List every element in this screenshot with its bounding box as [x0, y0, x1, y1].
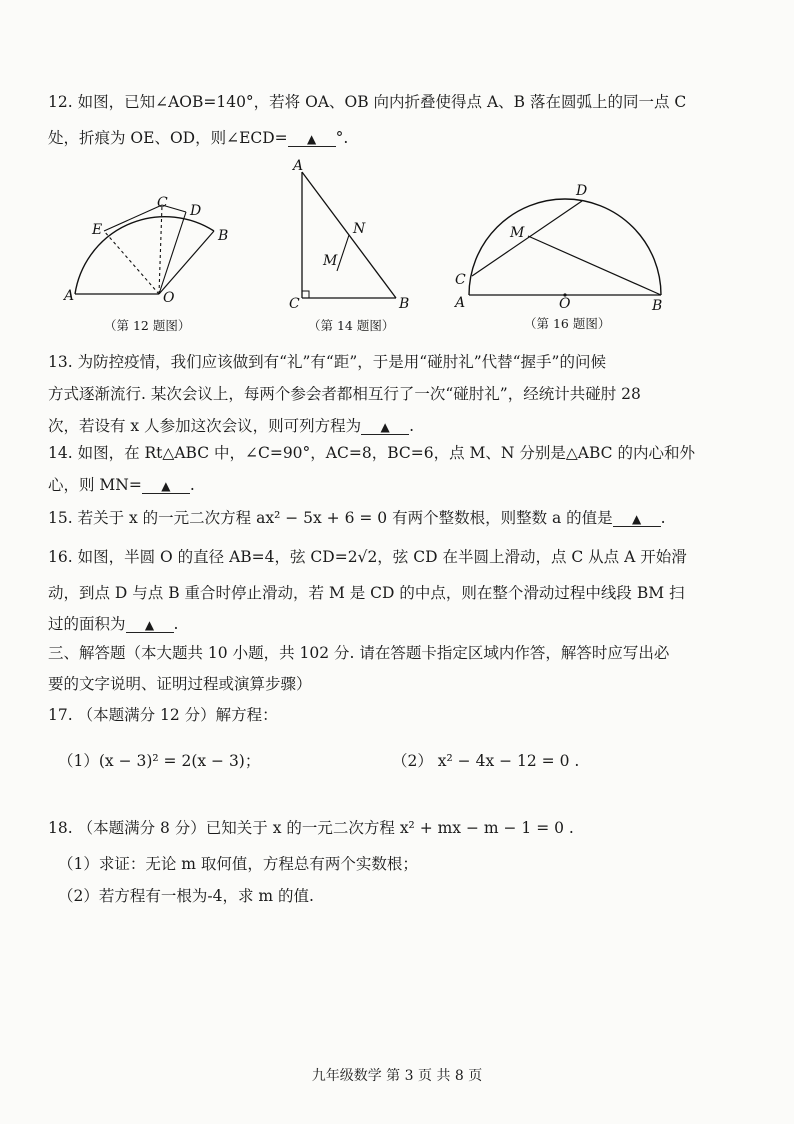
q12-line2: [48, 128, 348, 148]
q15-line1: [48, 508, 666, 528]
q16-line1: 16. 如图，半圆 O 的直径 AB=4，弦 CD=2√2，弦 CD 在半圆上滑动，点 C 从点 A 开始滑: [48, 548, 687, 566]
fig14-label-b: B: [399, 296, 410, 312]
section3-line1: 三、解答题（本大题共 10 小题，共 102 分. 请在答题卡指定区域内作答，解答时应写出必: [48, 644, 670, 662]
answer-blank: ▲: [126, 618, 174, 633]
q16-line2: 动，到点 D 与点 B 重合时停止滑动，若 M 是 CD 的中点，则在整个滑动过程中线段 BM 扫: [48, 584, 685, 602]
fig16-label-b: B: [652, 298, 663, 314]
q17-part1: （1）(x − 3)² = 2(x − 3)；: [58, 752, 261, 770]
q15-line1-prefix: 15. 若关于 x 的一元二次方程 ax² − 5x + 6 = 0 有两个整数根，则整数 a 的值是: [48, 509, 613, 527]
q17-part2: （2） x² − 4x − 12 = 0 .: [392, 752, 580, 770]
fig12-label-a: A: [64, 288, 75, 304]
q13-line3: [48, 416, 414, 436]
answer-blank: ▲: [361, 420, 409, 435]
q14-line2: [48, 475, 195, 495]
q13-line3-prefix: 次，若设有 x 人参加这次会议，则可列方程为: [48, 417, 362, 435]
fig14-label-a: A: [293, 158, 304, 174]
q13-line2: 方式逐渐流行. 某次会议上，每两个参会者都相互行了一次“碰肘礼”，经统计共碰肘 28: [48, 385, 641, 403]
q14-line2-prefix: 心，则 MN=: [48, 476, 142, 494]
fig12-label-e: E: [92, 222, 103, 238]
q16-line3-suffix: .: [173, 615, 179, 633]
fig16-caption: （第 16 题图）: [524, 316, 611, 331]
fig14-caption: （第 14 题图）: [308, 318, 395, 333]
page-footer: 九年级数学 第 3 页 共 8 页: [311, 1068, 483, 1084]
answer-blank: ▲: [142, 479, 190, 494]
fig14-label-n: N: [353, 221, 366, 237]
q15-line1-suffix: .: [660, 509, 666, 527]
fig12-label-b: B: [218, 228, 229, 244]
q18-part2: （2）若方程有一根为-4，求 m 的值.: [58, 887, 314, 905]
q18-part1: （1）求证：无论 m 取何值，方程总有两个实数根；: [58, 855, 418, 873]
fig14-label-m: M: [323, 253, 338, 269]
answer-blank: ▲: [288, 132, 336, 147]
q17-title: 17. （本题满分 12 分）解方程：: [48, 706, 278, 724]
figure-12: [60, 192, 240, 307]
q18-title: 18. （本题满分 8 分）已知关于 x 的一元二次方程 x² + mx − m − 1 = 0 .: [48, 819, 574, 837]
fig12-caption: （第 12 题图）: [104, 318, 191, 333]
figure-16: [452, 180, 672, 314]
fig12-label-d: D: [190, 203, 202, 219]
answer-blank: ▲: [613, 512, 661, 527]
q13-line1: 13. 为防控疫情，我们应该做到有“礼”有“距”，于是用“碰肘礼”代替“握手”的问候: [48, 353, 606, 371]
q16-line3-prefix: 过的面积为: [48, 615, 126, 633]
q16-line3: [48, 614, 178, 634]
fig12-label-c: C: [157, 195, 168, 211]
fig16-label-a: A: [455, 295, 466, 311]
q12-line2-suffix: °.: [335, 129, 349, 147]
fig14-label-c: C: [289, 296, 300, 312]
fig16-label-d: D: [576, 183, 588, 199]
q12-line2-prefix: 处，折痕为 OE、OD，则∠ECD=: [48, 129, 288, 147]
q14-line1: 14. 如图，在 Rt△ABC 中，∠C=90°，AC=8，BC=6，点 M、N 分别是△ABC 的内心和外: [48, 444, 695, 462]
q12-line1: 12. 如图，已知∠AOB=140°，若将 OA、OB 向内折叠使得点 A、B 落在圆弧上的同一点 C: [48, 93, 687, 111]
fig16-label-o: O: [559, 296, 571, 312]
fig12-label-o: O: [163, 290, 175, 306]
section3-line2: 要的文字说明、证明过程或演算步骤）: [48, 675, 312, 693]
q13-line3-suffix: .: [409, 417, 415, 435]
q14-line2-suffix: .: [189, 476, 195, 494]
figure-14: [282, 156, 422, 316]
fig16-label-m: M: [510, 225, 525, 241]
fig16-label-c: C: [455, 272, 466, 288]
